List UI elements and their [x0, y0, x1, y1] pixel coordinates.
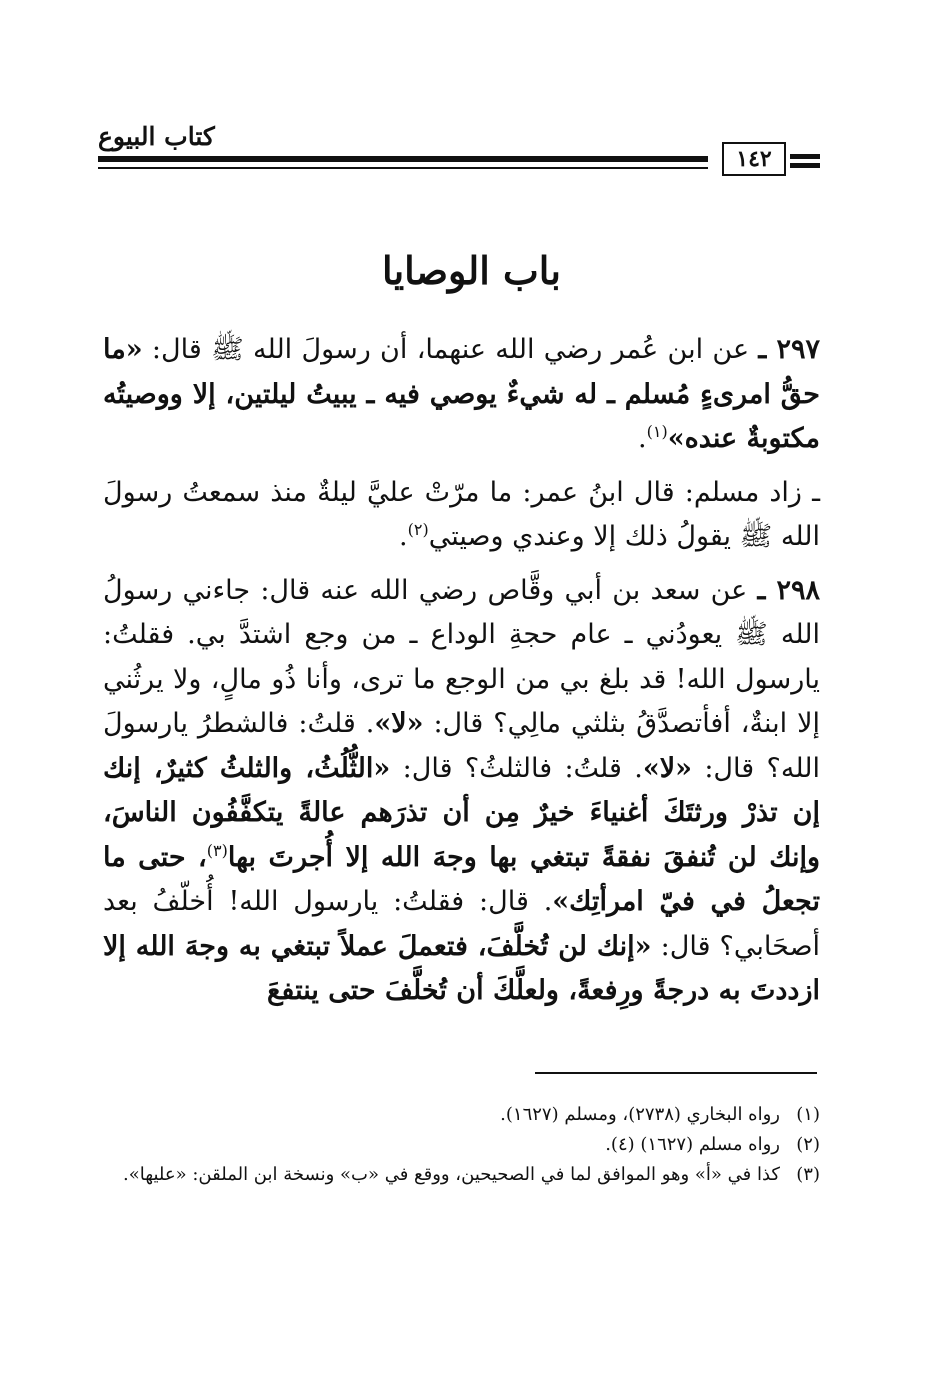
footnote-marker: (٣): [796, 1164, 820, 1185]
hadith-quote: «الثُّلُثُ، والثلثُ كثيرٌ، إنك إن تذرْ ورثتَكَ أغنياءَ خيرٌ مِن أن تذرَهم عالةً يتكفَّفُون الناسَ، وإنك لن تُنفقَ نفقةً تبتغي بها وجهَ الله إلا أُجرتَ بها: [103, 752, 821, 873]
hadith-number: ٢٩٧ ـ: [758, 334, 820, 365]
hadith-text: . قال: فقلتُ: يارسول الله! أُخلّفُ بعد أصحَابي؟ قال:: [103, 886, 820, 962]
header-rule-thin: [98, 167, 708, 169]
footnote: [103, 1160, 820, 1190]
running-header: [98, 118, 820, 178]
hadith-text: . قلتُ: فالثلثُ؟ قال:: [390, 752, 643, 784]
hadith-number: ٢٩٨ ـ: [757, 574, 820, 606]
hadith-297: [103, 328, 820, 462]
hadith-text: عن سعد بن أبي وقَّاص رضي الله عنه قال: جاءني رسولُ الله ﷺ يعودُني ـ عام حجةِ الوداع ـ من وجع اشتدَّ بي. فقلتُ: يارسول الله! قد بلغ بي من الوجع ما ترى، وأنا ذُو مالٍ، ولا يرثُني إلا ابنةٌ، أفأتصدَّقُ بثلثي مالِي؟ قال:: [103, 574, 820, 739]
chapter-title: باب الوصايا: [382, 248, 561, 293]
footnotes: [103, 1100, 820, 1190]
footnote-marker: (١): [796, 1104, 820, 1125]
sentence-end: .: [638, 423, 647, 454]
page-number: ١٤٢: [722, 142, 786, 176]
header-rule-right-bottom: [790, 163, 820, 168]
header-rule-thick: [98, 156, 708, 162]
footnote-marker: (٢): [796, 1134, 820, 1155]
hadith-text: عن ابن عُمر رضي الله عنهما، أن رسولَ الله ﷺ قال:: [142, 334, 759, 365]
hadith-quote: «لا»: [374, 708, 424, 739]
hadith-quote: ، حتى ما تجعلُ في فيّ امرأتِك»: [103, 841, 820, 917]
hadith-quote: «ما حقُّ امرىءٍ مُسلم ـ له شيءٌ يوصي فيه ـ يبيتُ ليلتين، إلا ووصيتُه مكتوبةٌ عنده»: [103, 334, 820, 454]
hadith-text: . قلتُ: فالشطرُ يارسولَ الله؟ قال:: [103, 708, 820, 784]
hadith-text: ـ زاد مسلم: قال ابنُ عمر: ما مرّتْ عليَّ ليلةٌ منذ سمعتُ رسولَ الله ﷺ يقولُ ذلك إلا وعندي وصيتي: [103, 476, 820, 552]
main-text: [103, 328, 820, 1023]
book-title: كتاب البيوع: [98, 122, 215, 151]
hadith-298: [103, 569, 820, 1014]
hadith-quote: «لا»: [642, 752, 692, 784]
hadith-297-addition: [103, 471, 820, 560]
sentence-end: .: [399, 521, 408, 552]
footnote-text: رواه مسلم (١٦٢٧) (٤).: [605, 1134, 780, 1155]
footnote-text: رواه البخاري (٢٧٣٨)، ومسلم (١٦٢٧).: [500, 1104, 780, 1125]
footnote-ref: (٢): [407, 520, 429, 539]
footnote-separator: [535, 1072, 817, 1074]
footnote: [103, 1100, 820, 1130]
header-rule-right-top: [790, 154, 820, 159]
hadith-quote: «إنك لن تُخلَّفَ، فتعملَ عملاً تبتغي به وجهَ الله إلا ازددتَ به درجةً ورِفعةً، ولعلَّكَ أن تُخلَّفَ حتى ينتفعَ: [103, 930, 820, 1006]
footnote-text: كذا في «أ» وهو الموافق لما في الصحيحين، ووقع في «ب» ونسخة ابن الملقن: «عليها».: [122, 1164, 780, 1185]
footnote: [103, 1130, 820, 1160]
footnote-ref: (٣): [206, 840, 228, 860]
footnote-ref: (١): [646, 422, 668, 441]
